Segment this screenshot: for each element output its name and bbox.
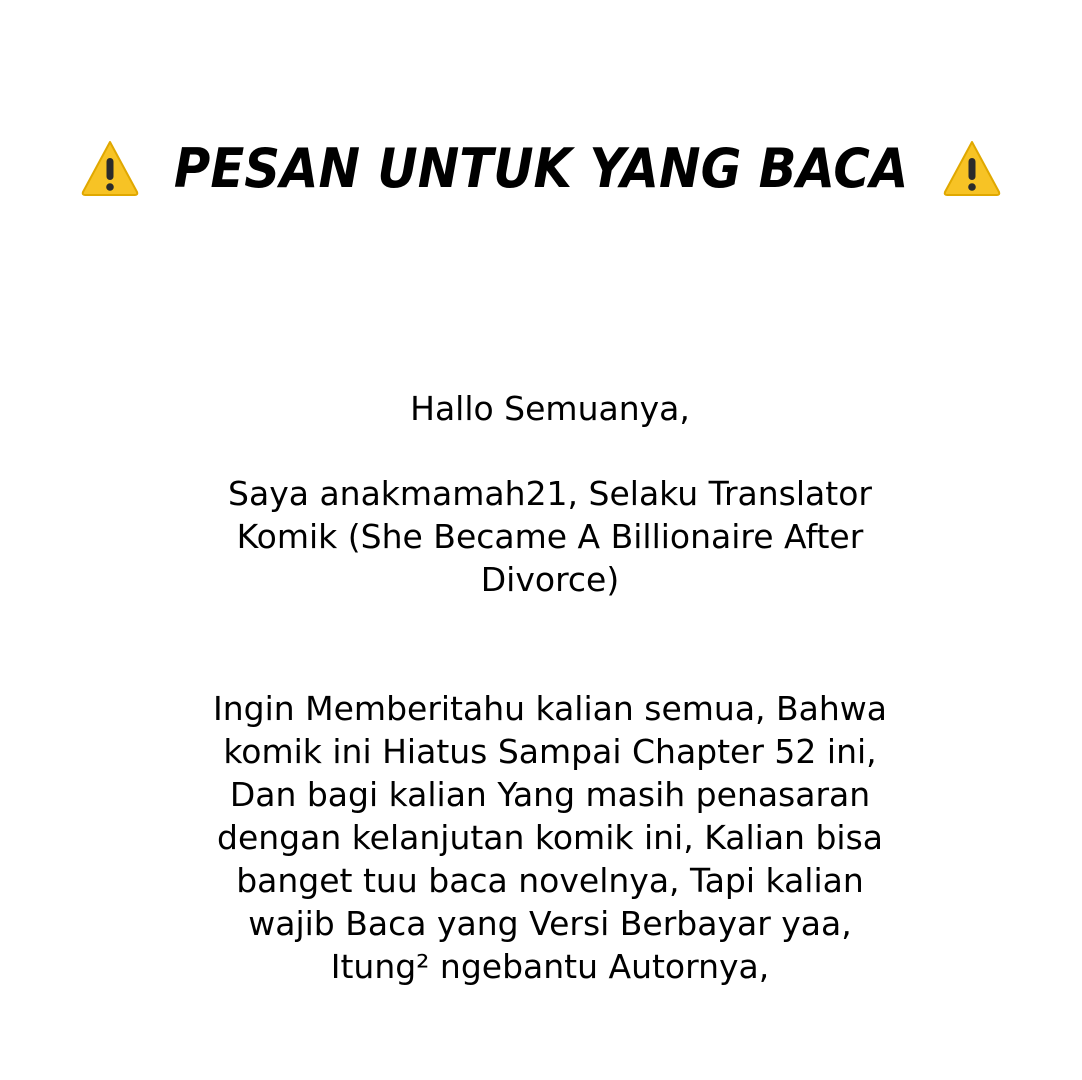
notice-text: Ingin Memberitahu kalian semua, Bahwa komik ini Hiatus Sampai Chapter 52 ini, Dan bagi kalian Yang masih penasaran dengan kelanjutan komik ini, Kalian bisa banget tuu baca novelnya, Tapi kalian wajib Baca yang Versi Berbayar yaa, Itung² ngebantu Autornya, bbox=[212, 689, 888, 986]
intro-text: Saya anakmamah21, Selaku Translator Komik (She Became A Billionaire After Divorce) bbox=[228, 474, 872, 599]
greeting-text: Hallo Semuanya, bbox=[410, 389, 690, 428]
warning-icon bbox=[942, 138, 1002, 198]
warning-icon bbox=[80, 138, 140, 198]
page-title: PESAN UNTUK YANG BACA bbox=[173, 136, 909, 200]
faded-background-text bbox=[200, 0, 900, 46]
title-banner bbox=[0, 128, 1082, 208]
